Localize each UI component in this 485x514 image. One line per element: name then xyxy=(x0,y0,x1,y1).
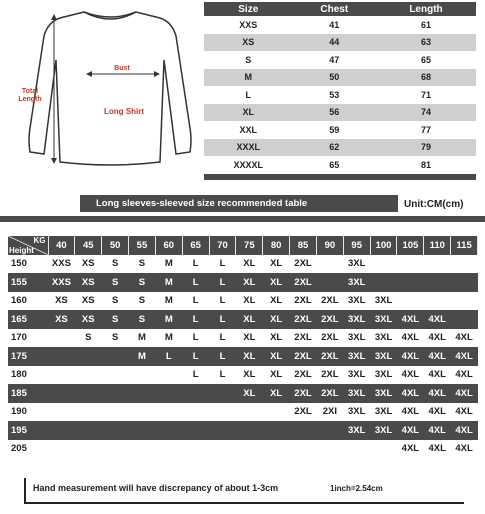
bust-label: Bust xyxy=(114,65,130,72)
recommended-size-cell xyxy=(48,366,75,385)
length-cell: 65 xyxy=(376,51,476,69)
weight-header-45: 45 xyxy=(75,236,102,255)
recommended-size-cell xyxy=(129,421,156,440)
recommended-size-cell xyxy=(129,366,156,385)
height-label: 185 xyxy=(8,384,48,403)
recommended-size-cell xyxy=(102,366,129,385)
length-cell: 71 xyxy=(376,86,476,104)
recommended-size-cell: M xyxy=(129,329,156,348)
recommended-size-cell xyxy=(370,440,397,459)
height-row-160 xyxy=(8,292,478,311)
weight-header-70: 70 xyxy=(209,236,236,255)
recommended-size-cell: L xyxy=(209,255,236,274)
height-row-205 xyxy=(8,440,478,459)
recommended-size-cell xyxy=(397,255,424,274)
size-row xyxy=(204,104,476,122)
height-label: 170 xyxy=(8,329,48,348)
recommended-size-cell: S xyxy=(75,329,102,348)
recommended-size-cell xyxy=(102,403,129,422)
recommended-size-cell: S xyxy=(102,329,129,348)
recommended-size-cell xyxy=(451,292,478,311)
recommended-size-cell xyxy=(209,403,236,422)
recommended-size-cell xyxy=(182,440,209,459)
height-row-170 xyxy=(8,329,478,348)
recommended-size-cell: L xyxy=(182,347,209,366)
recommended-size-cell: 4XL xyxy=(424,310,451,329)
recommended-size-cell xyxy=(48,421,75,440)
chest-cell: 62 xyxy=(293,139,376,157)
recommended-size-cell: 3XL xyxy=(343,310,370,329)
recommended-size-cell: L xyxy=(182,310,209,329)
recommended-size-cell: 4XL xyxy=(424,329,451,348)
recommended-size-cell: S xyxy=(129,310,156,329)
recommended-size-cell: XL xyxy=(263,310,290,329)
height-row-175 xyxy=(8,347,478,366)
height-label: 175 xyxy=(8,347,48,366)
recommended-size-cell: L xyxy=(182,292,209,311)
recommended-size-cell: 4XL xyxy=(397,403,424,422)
recommended-size-cell xyxy=(316,421,343,440)
recommended-size-cell xyxy=(236,421,263,440)
recommended-size-cell: 2XL xyxy=(290,347,317,366)
weight-header-85: 85 xyxy=(290,236,317,255)
recommended-size-cell: XL xyxy=(236,384,263,403)
recommended-size-cell: XS xyxy=(48,310,75,329)
recommended-size-cell: XL xyxy=(236,273,263,292)
recommended-size-cell: 4XL xyxy=(397,329,424,348)
chest-cell: 65 xyxy=(293,156,376,174)
recommended-size-cell: L xyxy=(209,273,236,292)
recommended-size-cell: M xyxy=(155,273,182,292)
recommended-size-cell xyxy=(424,273,451,292)
recommended-size-cell: 4XL xyxy=(451,329,478,348)
recommended-size-cell xyxy=(102,440,129,459)
weight-header-65: 65 xyxy=(182,236,209,255)
recommended-size-cell: L xyxy=(182,273,209,292)
recommendation-body xyxy=(8,255,478,459)
height-unit-label: Height xyxy=(9,245,34,255)
recommended-size-cell: 4XL xyxy=(451,347,478,366)
length-cell: 79 xyxy=(376,139,476,157)
recommended-size-cell xyxy=(48,384,75,403)
recommended-size-cell xyxy=(397,273,424,292)
recommended-size-cell: 2XL xyxy=(316,384,343,403)
chest-cell: 44 xyxy=(293,34,376,52)
recommended-size-cell xyxy=(236,440,263,459)
recommended-size-cell: S xyxy=(129,292,156,311)
recommended-size-cell xyxy=(75,421,102,440)
recommended-size-cell: M xyxy=(155,255,182,274)
recommended-size-cell: L xyxy=(209,366,236,385)
recommended-size-cell: XL xyxy=(263,347,290,366)
recommended-size-cell: L xyxy=(209,292,236,311)
size-cell: XL xyxy=(204,104,293,122)
size-row xyxy=(204,86,476,104)
recommended-size-cell: 4XL xyxy=(397,347,424,366)
recommended-size-cell xyxy=(75,347,102,366)
length-cell: 61 xyxy=(376,16,476,34)
height-row-165 xyxy=(8,310,478,329)
recommended-size-cell: S xyxy=(102,310,129,329)
size-row xyxy=(204,139,476,157)
recommendation-section xyxy=(0,216,485,462)
weight-header-40: 40 xyxy=(48,236,75,255)
size-cell: S xyxy=(204,51,293,69)
height-label: 180 xyxy=(8,366,48,385)
size-cell: XXXL xyxy=(204,139,293,157)
recommended-size-cell: L xyxy=(209,310,236,329)
recommended-size-cell: 4XL xyxy=(397,421,424,440)
height-label: 165 xyxy=(8,310,48,329)
weight-header-55: 55 xyxy=(129,236,156,255)
chest-cell: 50 xyxy=(293,69,376,87)
size-cell: L xyxy=(204,86,293,104)
recommended-size-cell: XXS xyxy=(48,255,75,274)
recommended-size-cell: 3XL xyxy=(343,403,370,422)
weight-header-115: 115 xyxy=(451,236,478,255)
recommended-size-cell xyxy=(451,310,478,329)
recommended-size-cell xyxy=(155,403,182,422)
recommended-size-cell: 3XL xyxy=(370,310,397,329)
recommended-size-cell: 2XL xyxy=(290,273,317,292)
recommended-size-cell xyxy=(182,421,209,440)
recommended-size-cell: 2XL xyxy=(290,329,317,348)
recommended-size-cell: 2XL xyxy=(316,292,343,311)
recommended-size-cell xyxy=(75,366,102,385)
recommended-size-cell xyxy=(182,403,209,422)
size-row xyxy=(204,69,476,87)
recommended-size-cell: 4XL xyxy=(397,310,424,329)
recommended-size-cell xyxy=(209,440,236,459)
recommended-size-cell xyxy=(236,403,263,422)
shirt-outline xyxy=(29,12,191,165)
recommended-size-cell: M xyxy=(129,347,156,366)
recommended-size-cell: 4XL xyxy=(424,440,451,459)
size-row xyxy=(204,156,476,174)
weight-header-110: 110 xyxy=(424,236,451,255)
recommended-size-cell: XS xyxy=(75,255,102,274)
recommended-size-cell: 2XL xyxy=(316,366,343,385)
header-size: Size xyxy=(204,2,293,16)
recommended-size-cell: M xyxy=(155,292,182,311)
recommended-size-cell: XS xyxy=(48,292,75,311)
length-cell: 77 xyxy=(376,121,476,139)
recommended-size-cell: 3XL xyxy=(370,292,397,311)
weight-header-95: 95 xyxy=(343,236,370,255)
recommended-size-cell: XL xyxy=(236,310,263,329)
recommended-size-cell: 4XL xyxy=(424,421,451,440)
recommended-size-cell: 4XL xyxy=(424,403,451,422)
recommended-size-cell: XL xyxy=(263,366,290,385)
recommended-size-cell: XL xyxy=(236,292,263,311)
inch-conversion: 1inch=2.54cm xyxy=(330,484,383,493)
recommended-size-cell: 3XL xyxy=(370,366,397,385)
recommended-size-cell: 3XL xyxy=(343,292,370,311)
size-row xyxy=(204,34,476,52)
recommended-size-cell xyxy=(129,440,156,459)
recommended-size-cell: M xyxy=(155,329,182,348)
length-cell: 81 xyxy=(376,156,476,174)
recommended-size-cell: XL xyxy=(263,292,290,311)
recommended-size-cell xyxy=(451,273,478,292)
recommended-size-cell: L xyxy=(182,329,209,348)
chest-cell: 53 xyxy=(293,86,376,104)
recommended-size-cell: L xyxy=(209,329,236,348)
recommended-size-cell: 3XL xyxy=(343,329,370,348)
recommended-size-cell: 3XL xyxy=(343,255,370,274)
weight-header-80: 80 xyxy=(263,236,290,255)
corner-cell xyxy=(8,236,48,255)
recommended-size-cell xyxy=(370,273,397,292)
header-chest: Chest xyxy=(293,2,376,16)
recommended-size-cell xyxy=(209,384,236,403)
recommended-size-cell: XL xyxy=(263,329,290,348)
height-label: 150 xyxy=(8,255,48,274)
recommended-size-cell: 2XL xyxy=(290,292,317,311)
recommended-size-cell: 2XL xyxy=(290,310,317,329)
recommended-size-cell: 3XL xyxy=(370,421,397,440)
size-chart-table xyxy=(204,2,476,180)
recommended-size-cell: 2XL xyxy=(290,366,317,385)
recommended-size-cell xyxy=(48,403,75,422)
recommended-size-cell: XS xyxy=(75,273,102,292)
recommended-size-cell xyxy=(155,440,182,459)
recommended-size-cell xyxy=(102,384,129,403)
recommended-size-cell: 3XL xyxy=(343,273,370,292)
recommended-size-cell: XS xyxy=(75,310,102,329)
size-cell: XXS xyxy=(204,16,293,34)
recommended-size-cell xyxy=(182,384,209,403)
weight-header-75: 75 xyxy=(236,236,263,255)
recommended-size-cell: L xyxy=(155,347,182,366)
recommended-size-cell xyxy=(48,440,75,459)
recommended-size-cell: 4XL xyxy=(424,347,451,366)
height-label: 190 xyxy=(8,403,48,422)
weight-header-90: 90 xyxy=(316,236,343,255)
recommended-size-cell: 4XL xyxy=(451,384,478,403)
size-chart-footer-bar xyxy=(204,174,476,180)
height-label: 160 xyxy=(8,292,48,311)
recommended-size-cell xyxy=(75,384,102,403)
recommended-size-cell xyxy=(316,255,343,274)
recommended-size-cell: 3XL xyxy=(343,421,370,440)
recommended-size-cell xyxy=(370,255,397,274)
recommended-size-cell: 2XL xyxy=(316,310,343,329)
weight-header-50: 50 xyxy=(102,236,129,255)
weight-header-100: 100 xyxy=(370,236,397,255)
size-cell: XS xyxy=(204,34,293,52)
size-cell: XXL xyxy=(204,121,293,139)
recommended-size-cell: S xyxy=(102,292,129,311)
recommended-size-cell xyxy=(263,440,290,459)
recommended-size-cell: 2XL xyxy=(316,329,343,348)
recommended-size-cell: XXS xyxy=(48,273,75,292)
recommended-size-cell xyxy=(316,273,343,292)
recommended-size-cell: 2XL xyxy=(290,403,317,422)
length-cell: 74 xyxy=(376,104,476,122)
recommended-size-cell: XL xyxy=(236,329,263,348)
recommended-size-cell: 4XL xyxy=(397,366,424,385)
recommended-size-cell: XL xyxy=(236,255,263,274)
size-chart-header xyxy=(204,2,476,16)
recommended-size-cell xyxy=(290,440,317,459)
recommended-size-cell xyxy=(155,384,182,403)
recommended-size-cell: 3XL xyxy=(343,347,370,366)
recommended-size-cell: 3XL xyxy=(370,384,397,403)
recommended-size-cell: 2XL xyxy=(290,384,317,403)
shirt-measurement-diagram xyxy=(0,0,200,180)
length-cell: 68 xyxy=(376,69,476,87)
recommended-size-cell: 4XL xyxy=(424,366,451,385)
recommended-size-cell: 3XL xyxy=(370,347,397,366)
recommended-size-cell xyxy=(424,292,451,311)
recommended-size-cell xyxy=(155,366,182,385)
recommended-size-cell: XL xyxy=(236,347,263,366)
total-length-label-2: Length xyxy=(18,96,42,103)
recommended-size-cell: 2XI xyxy=(316,403,343,422)
recommended-size-cell: L xyxy=(182,366,209,385)
height-row-190 xyxy=(8,403,478,422)
recommended-size-cell xyxy=(343,440,370,459)
recommended-size-cell: L xyxy=(182,255,209,274)
height-row-195 xyxy=(8,421,478,440)
recommended-size-cell: 2XL xyxy=(290,255,317,274)
height-row-150 xyxy=(8,255,478,274)
chest-cell: 47 xyxy=(293,51,376,69)
height-row-180 xyxy=(8,366,478,385)
height-row-155 xyxy=(8,273,478,292)
shirt-label: Long Shirt xyxy=(104,107,144,116)
height-label: 195 xyxy=(8,421,48,440)
recommended-size-cell: 4XL xyxy=(451,366,478,385)
recommended-size-cell: S xyxy=(102,273,129,292)
recommended-size-cell: XS xyxy=(75,292,102,311)
chest-cell: 41 xyxy=(293,16,376,34)
header-length: Length xyxy=(376,2,476,16)
recommended-size-cell xyxy=(155,421,182,440)
recommended-size-cell xyxy=(75,403,102,422)
recommendation-table xyxy=(8,236,478,458)
recommended-size-cell: 4XL xyxy=(397,440,424,459)
weight-header-105: 105 xyxy=(397,236,424,255)
height-row-185 xyxy=(8,384,478,403)
weight-header-60: 60 xyxy=(155,236,182,255)
size-row xyxy=(204,51,476,69)
recommended-size-cell: 4XL xyxy=(397,384,424,403)
size-cell: XXXXL xyxy=(204,156,293,174)
recommended-size-cell: 2XL xyxy=(316,347,343,366)
recommended-size-cell xyxy=(48,329,75,348)
recommended-size-cell: L xyxy=(209,347,236,366)
recommended-size-cell: XL xyxy=(263,255,290,274)
recommended-size-cell: XL xyxy=(236,366,263,385)
size-cell: M xyxy=(204,69,293,87)
recommendation-banner: Long sleeves-sleeved size recommended table xyxy=(80,195,398,212)
recommended-size-cell xyxy=(102,347,129,366)
recommended-size-cell: 4XL xyxy=(451,403,478,422)
recommended-size-cell: XL xyxy=(263,273,290,292)
recommended-size-cell: XL xyxy=(263,384,290,403)
height-label: 205 xyxy=(8,440,48,459)
recommended-size-cell: 3XL xyxy=(370,329,397,348)
recommended-size-cell xyxy=(290,421,317,440)
recommended-size-cell: S xyxy=(102,255,129,274)
total-length-label-1: Total xyxy=(21,88,39,95)
size-row xyxy=(204,121,476,139)
recommended-size-cell xyxy=(424,255,451,274)
recommended-size-cell: 3XL xyxy=(370,403,397,422)
chest-cell: 59 xyxy=(293,121,376,139)
length-cell: 63 xyxy=(376,34,476,52)
recommended-size-cell: 4XL xyxy=(451,440,478,459)
recommended-size-cell xyxy=(263,421,290,440)
recommended-size-cell: S xyxy=(129,255,156,274)
recommended-size-cell: 4XL xyxy=(451,421,478,440)
recommended-size-cell xyxy=(263,403,290,422)
size-row xyxy=(204,16,476,34)
recommended-size-cell: 4XL xyxy=(424,384,451,403)
unit-label: Unit:CM(cm) xyxy=(404,199,464,210)
recommended-size-cell: M xyxy=(155,310,182,329)
recommended-size-cell: 3XL xyxy=(343,366,370,385)
recommended-size-cell xyxy=(316,440,343,459)
recommended-size-cell xyxy=(48,347,75,366)
weight-header-row xyxy=(8,236,478,255)
recommended-size-cell xyxy=(397,292,424,311)
recommended-size-cell xyxy=(75,440,102,459)
weight-unit-label: KG xyxy=(33,236,46,245)
chest-cell: 56 xyxy=(293,104,376,122)
recommended-size-cell: 3XL xyxy=(343,384,370,403)
recommended-size-cell xyxy=(209,421,236,440)
recommended-size-cell xyxy=(102,421,129,440)
recommended-size-cell: S xyxy=(129,273,156,292)
recommended-size-cell xyxy=(129,403,156,422)
height-label: 155 xyxy=(8,273,48,292)
recommended-size-cell xyxy=(129,384,156,403)
measurement-note: Hand measurement will have discrepancy of about 1-3cm xyxy=(33,483,279,493)
recommended-size-cell xyxy=(451,255,478,274)
